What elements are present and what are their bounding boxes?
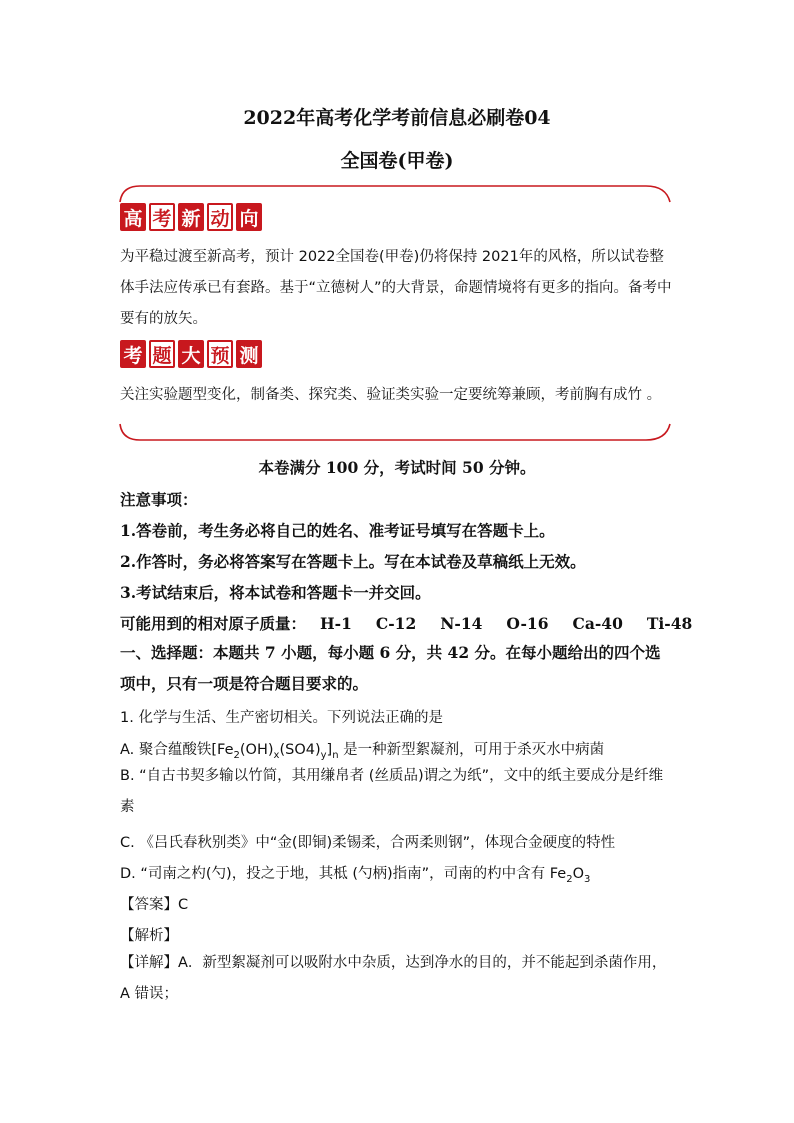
answer: 【答案】C	[120, 897, 189, 913]
option-a-suffix: 是一种新型絮凝剂，可用于杀灭水中病菌	[338, 742, 605, 758]
badge-predictions	[120, 340, 262, 368]
notice-item: 3.考试结束后，将本试卷和答题卡一并交回。	[120, 583, 431, 602]
notice-item: 1.答卷前，考生务必将自己的姓名、准考证号填写在答题卡上。	[120, 521, 555, 540]
atomic-mass: Ti-48	[646, 614, 693, 633]
analysis-label: 【解析】	[120, 928, 178, 944]
option-b: B. “自古书契多输以竹简，其用缣帛者 (丝质品)谓之为纸”，文中的纸主要成分是纤维素	[120, 768, 664, 815]
atomic-mass: H-1	[320, 614, 352, 633]
question-stem: 1. 化学与生活、生产密切相关。下列说法正确的是	[120, 710, 443, 726]
atomic-mass-label: 可能用到的相对原子质量：	[120, 614, 307, 633]
exam-info: 本卷满分 100 分，考试时间 50 分钟。	[258, 458, 536, 477]
option-d-text: D. “司南之杓(勺)，投之于地，其柢 (勺柄)指南”，司南的杓中含有 Fe	[120, 866, 567, 882]
badge-char: 测	[236, 340, 262, 368]
detail-explanation: 【详解】A．新型絮凝剂可以吸附水中杂质，达到净水的目的，并不能起到杀菌作用，A 错误；	[120, 955, 667, 1002]
badge-char: 大	[178, 340, 204, 368]
badge-char: 高	[120, 203, 146, 231]
atomic-mass: C-12	[375, 614, 417, 633]
badge-char: 考	[120, 340, 146, 368]
trends-paragraph: 为平稳过渡至新高考，预计 2022全国卷(甲卷)仍将保持 2021年的风格，所以试卷整体手法应传承已有套路。基于“立德树人”的大背景，命题情境将有更多的指向。备考中要有的放矢。	[120, 249, 672, 327]
badge-char: 考	[149, 203, 175, 231]
predictions-paragraph: 关注实验题型变化，制备类、探究类、验证类实验一定要统筹兼顾，考前胸有成竹 。	[120, 387, 662, 403]
formula-part: (OH)	[239, 742, 274, 758]
subscript: x	[273, 749, 280, 761]
notice-item: 2.作答时，务必将答案写在答题卡上。写在本试卷及草稿纸上无效。	[120, 552, 586, 571]
subscript: n	[332, 749, 339, 761]
atomic-mass: N-14	[440, 614, 483, 633]
badge-new-trends	[120, 203, 262, 231]
option-c: C. 《吕氏春秋别类》中“金(即铜)柔锡柔，合两柔则钢”，体现合金硬度的特性	[120, 835, 616, 851]
option-a-text: A. 聚合蕴酸铁[Fe	[120, 742, 234, 758]
badge-char: 动	[207, 203, 233, 231]
section-heading: 一、选择题：本题共 7 小题，每小题 6 分，共 42 分。在每小题给出的四个选项中，只有一项是符合题目要求的。	[120, 643, 661, 693]
formula-part: (SO4)	[279, 742, 321, 758]
badge-char: 向	[236, 203, 262, 231]
atomic-mass: Ca-40	[572, 614, 623, 633]
option-a	[120, 738, 676, 761]
formula-part: ]	[326, 742, 333, 758]
formula-part: O	[572, 866, 585, 882]
atomic-mass: O-16	[506, 614, 549, 633]
subscript: 2	[233, 749, 240, 761]
notice-title: 注意事项：	[120, 490, 198, 509]
page-subtitle: 全国卷(甲卷)	[340, 150, 454, 172]
atomic-masses	[120, 612, 693, 634]
page-title: 2022年高考化学考前信息必刷卷04	[243, 107, 551, 129]
badge-char: 题	[149, 340, 175, 368]
option-d	[120, 862, 676, 885]
subscript: 2	[566, 873, 573, 885]
subscript: y	[320, 749, 327, 761]
subscript: 3	[584, 873, 591, 885]
badge-char: 预	[207, 340, 233, 368]
badge-char: 新	[178, 203, 204, 231]
